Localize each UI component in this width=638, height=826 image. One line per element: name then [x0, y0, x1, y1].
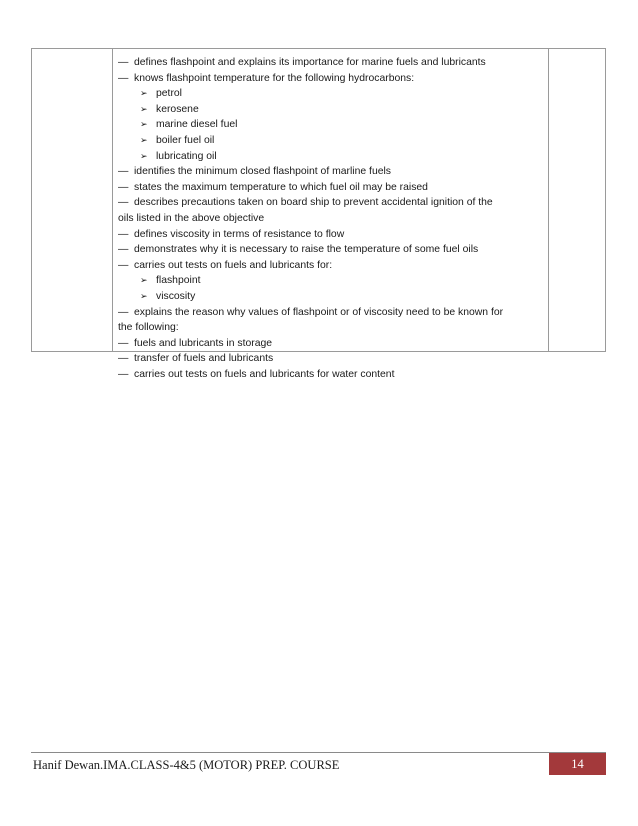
objective-text: the following:: [118, 322, 179, 334]
objective-text: marine diesel fuel: [156, 119, 238, 131]
objective-text: demonstrates why it is necessary to raise the temperature of some fuel oils: [134, 244, 479, 256]
column-divider-left: [112, 49, 113, 351]
arrow-bullet-icon: ➢: [140, 119, 148, 130]
objective-line: [118, 55, 546, 71]
objective-text: defines flashpoint and explains its importance for marine fuels and lubricants: [134, 57, 486, 68]
page-number: 14: [571, 756, 584, 771]
arrow-bullet-icon: ➢: [140, 275, 148, 286]
sub-list-item: [118, 102, 546, 118]
objectives-cell: [118, 55, 546, 382]
sub-list-item: [118, 149, 546, 165]
objective-line: [118, 164, 546, 180]
dash-bullet-icon: —: [118, 368, 129, 380]
objective-text: knows flashpoint temperature for the following hydrocarbons:: [134, 72, 415, 84]
objective-text: boiler fuel oil: [156, 134, 215, 146]
dash-bullet-icon: —: [118, 228, 129, 240]
dash-bullet-icon: —: [118, 353, 129, 365]
objective-text: explains the reason why values of flashpoint or of viscosity need to be known for: [134, 306, 504, 318]
objective-text: fuels and lubricants in storage: [134, 337, 273, 349]
arrow-bullet-icon: ➢: [140, 150, 148, 161]
objective-line: [118, 351, 546, 367]
objective-line: [118, 336, 546, 352]
dash-bullet-icon: —: [118, 72, 129, 84]
dash-bullet-icon: —: [118, 259, 129, 271]
objective-text: identifies the minimum closed flashpoint of marline fuels: [134, 166, 392, 178]
objective-line: [118, 305, 546, 321]
objective-text: viscosity: [156, 290, 196, 302]
objective-text: states the maximum temperature to which fuel oil may be raised: [134, 181, 428, 193]
dash-bullet-icon: —: [118, 197, 129, 209]
objective-text: describes precautions taken on board ship to prevent accidental ignition of the: [134, 197, 493, 209]
objective-line: [118, 211, 546, 227]
objective-text: defines viscosity in terms of resistance to flow: [134, 228, 345, 240]
objective-text: carries out tests on fuels and lubricants for:: [134, 259, 333, 271]
objective-line: [118, 320, 546, 336]
objective-line: [118, 195, 546, 211]
objective-line: [118, 180, 546, 196]
dash-bullet-icon: —: [118, 166, 129, 178]
dash-bullet-icon: —: [118, 244, 129, 256]
objective-line: [118, 227, 546, 243]
footer-divider: [31, 752, 606, 753]
objective-text: lubricating oil: [156, 150, 217, 162]
page-number-badge: [549, 753, 606, 775]
objective-line: [118, 258, 546, 274]
column-divider-right: [548, 49, 549, 351]
objective-line: [118, 242, 546, 258]
objective-line: [118, 71, 546, 87]
objective-text: flashpoint: [156, 275, 201, 287]
dash-bullet-icon: —: [118, 306, 129, 318]
objective-text: carries out tests on fuels and lubricants for water content: [134, 368, 395, 380]
objective-text: kerosene: [156, 103, 199, 115]
objective-text: petrol: [156, 88, 182, 100]
sub-list-item: [118, 273, 546, 289]
arrow-bullet-icon: ➢: [140, 290, 148, 301]
dash-bullet-icon: —: [118, 337, 129, 349]
dash-bullet-icon: —: [118, 181, 129, 193]
dash-bullet-icon: —: [118, 57, 129, 68]
footer-course-title: Hanif Dewan.IMA.CLASS-4&5 (MOTOR) PREP. COURSE: [33, 758, 340, 772]
sub-list-item: [118, 86, 546, 102]
sub-list-item: [118, 117, 546, 133]
sub-list-item: [118, 289, 546, 305]
objectives-table: [31, 48, 606, 380]
arrow-bullet-icon: ➢: [140, 134, 148, 145]
arrow-bullet-icon: ➢: [140, 103, 148, 114]
objective-text: oils listed in the above objective: [118, 212, 265, 224]
arrow-bullet-icon: ➢: [140, 88, 148, 99]
objective-line: [118, 367, 546, 383]
sub-list-item: [118, 133, 546, 149]
objective-text: transfer of fuels and lubricants: [134, 353, 274, 365]
